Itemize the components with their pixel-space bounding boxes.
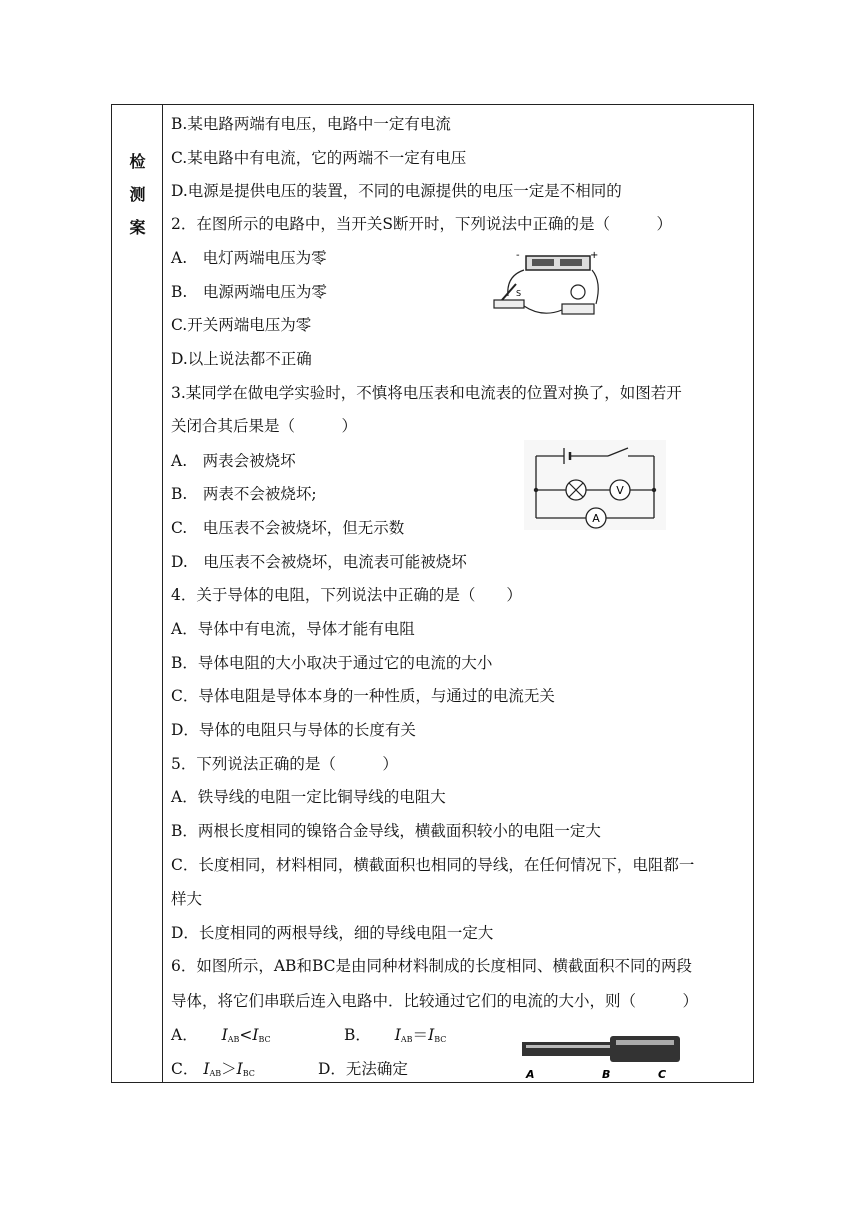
conductor-bc <box>610 1036 680 1062</box>
q6-option-c: C． $I_{AB}>I_{BC}$ <box>171 1060 255 1078</box>
option-line: C．长度相同，材料相同，横截面积也相同的导线，在任何情况下，电阻都一 <box>171 856 695 874</box>
option-line: A．铁导线的电阻一定比铜导线的电阻大 <box>171 788 446 806</box>
plus-terminal-label: + <box>590 250 599 261</box>
question-4-stem: 4．关于导体的电阻，下列说法中正确的是（ ） <box>171 586 522 604</box>
option-line-cont: 样大 <box>171 890 203 908</box>
wire <box>524 306 562 313</box>
option-line: B. 电源两端电压为零 <box>171 283 327 301</box>
option-line: C．导体电阻是导体本身的一种性质，与通过的电流无关 <box>171 687 555 705</box>
point-b-label: B <box>602 1068 611 1081</box>
conductor-ab-highlight <box>526 1045 610 1048</box>
junction-dot <box>534 488 538 492</box>
option-line: B. 两表不会被烧坏; <box>171 485 317 503</box>
circuit-apparatus-figure <box>486 248 604 322</box>
conductor-figure <box>516 1030 686 1082</box>
switch-base <box>494 300 524 308</box>
option-line: B．两根长度相同的镍铬合金导线，横截面积较小的电阻一定大 <box>171 822 601 840</box>
lamp-bulb <box>571 285 585 299</box>
minus-terminal-label: - <box>516 250 520 261</box>
voltmeter-label: V <box>616 484 624 497</box>
q6-option-b: B． $I_{AB}=I_{BC}$ <box>344 1026 447 1044</box>
section-label-char: 测 <box>129 185 146 204</box>
option-line: A．导体中有电流，导体才能有电阻 <box>171 620 415 638</box>
section-label-column <box>112 105 163 1082</box>
option-line: D．长度相同的两根导线，细的导线电阻一定大 <box>171 924 494 942</box>
option-line: C.某电路中有电流，它的两端不一定有电压 <box>171 149 467 167</box>
question-3-stem: 3.某同学在做电学实验时，不慎将电压表和电流表的位置对换了，如图若开 <box>171 384 682 402</box>
option-line: A. 电灯两端电压为零 <box>171 249 327 267</box>
conductor-ab <box>522 1042 612 1056</box>
point-a-label: A <box>526 1068 535 1081</box>
lamp-base <box>562 304 594 314</box>
battery-cell <box>560 259 582 266</box>
point-c-label: C <box>658 1068 667 1081</box>
option-line: D．导体的电阻只与导体的长度有关 <box>171 721 416 739</box>
q6-option-d: D．无法确定 <box>318 1060 408 1078</box>
option-line: C. 电压表不会被烧坏，但无示数 <box>171 519 405 537</box>
section-label-char: 案 <box>129 218 146 237</box>
option-line: B．导体电阻的大小取决于通过它的电流的大小 <box>171 654 493 672</box>
option-line: B.某电路两端有电压，电路中一定有电流 <box>171 115 451 133</box>
switch-lever <box>502 284 516 300</box>
junction-dot <box>652 488 656 492</box>
q6-option-a: A． $I_{AB}<I_{BC}$ <box>171 1026 271 1044</box>
circuit-schematic-figure <box>524 440 666 530</box>
wire <box>592 270 598 304</box>
option-line: D.以上说法都不正确 <box>171 350 312 368</box>
option-line: C.开关两端电压为零 <box>171 316 312 334</box>
option-line: D.电源是提供电压的装置，不同的电源提供的电压一定是不相同的 <box>171 182 622 200</box>
question-6-stem: 6．如图所示，AB和BC是由同种材料制成的长度相同、横截面积不同的两段 <box>171 957 692 975</box>
battery-cell <box>532 259 554 266</box>
question-3-stem-cont: 关闭合其后果是（ ） <box>171 417 358 435</box>
question-6-stem-cont: 导体，将它们串联后连入电路中．比较通过它们的电流的大小，则（ ） <box>171 992 699 1010</box>
option-line: D. 电压表不会被烧坏，电流表可能被烧坏 <box>171 553 467 571</box>
ammeter-label: A <box>592 512 600 525</box>
question-2-stem: 2．在图所示的电路中，当开关S断开时，下列说法中正确的是（ ） <box>171 215 672 233</box>
section-label-char: 检 <box>129 152 146 171</box>
switch-label: S <box>516 289 522 298</box>
option-line: A. 两表会被烧坏 <box>171 452 296 470</box>
question-5-stem: 5．下列说法正确的是（ ） <box>171 755 398 773</box>
conductor-bc-highlight <box>616 1040 674 1045</box>
